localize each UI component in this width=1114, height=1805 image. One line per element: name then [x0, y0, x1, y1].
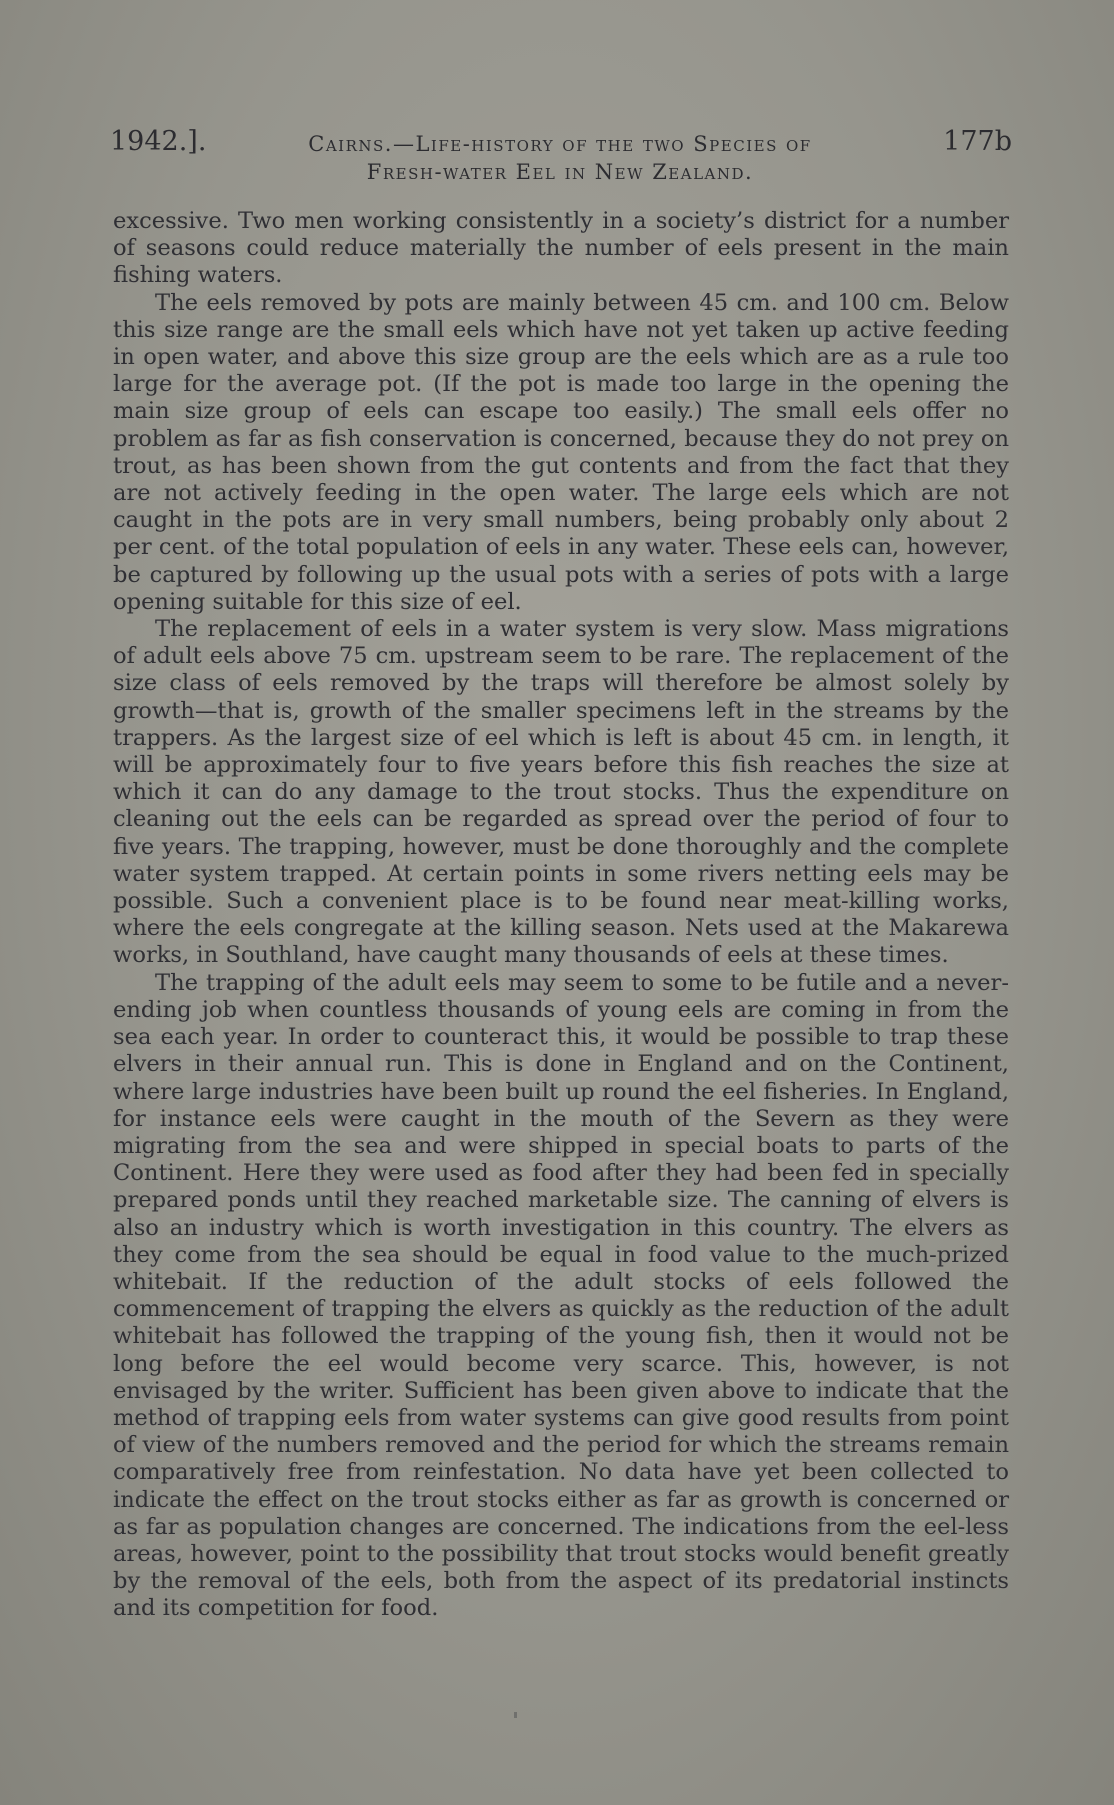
- paragraph-3: The replacement of eels in a water system is very slow. Mass migrations of adult eels above 75 cm. upstream seem to be rare. The replacement of the size class of eels removed by the traps will therefore be almost solely by growth—that is, growth of the smaller specimens left in the streams by the trappers. As the largest size of eel which is left is about 45 cm. in length, it will be approximately four to five years before this fish reaches the size at which it can do any damage to the trout stocks. Thus the expenditure on cleaning out the eels can be regarded as spread over the period of four to five years. The trapping, however, must be done thoroughly and the complete water system trapped. At certain points in some rivers netting eels may be possible. Such a convenient place is to be found near meat-killing works, where the eels congregate at the killing season. Nets used at the Makarewa works, in Southland, have caught many thousands of eels at these times.: [113, 616, 1009, 969]
- header-title-line-1: Cairns.—Life-history of the two Species of: [308, 132, 812, 156]
- article-body: [113, 208, 1009, 1623]
- print-speck: [514, 1712, 517, 1718]
- header-year: 1942.].: [110, 126, 207, 157]
- paragraph-4: The trapping of the adult eels may seem to some to be futile and a never-ending job when countless thousands of young eels are coming in from the sea each year. In order to counteract this, it would be possible to trap these elvers in their annual run. This is done in England and on the Continent, where large industries have been built up round the eel fisheries. In England, for instance eels were caught in the mouth of the Severn as they were migrating from the sea and were shipped in special boats to parts of the Continent. Here they were used as food after they had been fed in specially prepared ponds until they reached marketable size. The canning of elvers is also an industry which is worth investigation in this country. The elvers as they come from the sea should be equal in food value to the much-prized whitebait. If the reduction of the adult stocks of eels followed the commencement of trapping the elvers as quickly as the reduction of the adult whitebait has followed the trapping of the young fish, then it would not be long before the eel would become very scarce. This, however, is not envisaged by the writer. Sufficient has been given above to indicate that the method of trapping eels from water systems can give good results from point of view of the numbers removed and the period for which the streams remain comparatively free from reinfestation. No data have yet been collected to indicate the effect on the trout stocks either as far as growth is concerned or as far as population changes are concerned. The indications from the eel-less areas, however, point to the possibility that trout stocks would benefit greatly by the removal of the eels, both from the aspect of its predatorial instincts and its competition for food.: [113, 969, 1009, 1622]
- header-title: [260, 130, 860, 186]
- header-title-line-2: Fresh-water Eel in New Zealand.: [366, 160, 754, 184]
- paragraph-2: The eels removed by pots are mainly between 45 cm. and 100 cm. Below this size range are the small eels which have not yet taken up active feeding in open water, and above this size group are the eels which are as a rule too large for the average pot. (If the pot is made too large in the opening the main size group of eels can escape too easily.) The small eels offer no problem as far as fish conservation is concerned, because they do not prey on trout, as has been shown from the gut contents and from the fact that they are not actively feeding in the open water. The large eels which are not caught in the pots are in very small numbers, being probably only about 2 per cent. of the total population of eels in any water. These eels can, however, be captured by following up the usual pots with a series of pots with a large opening suitable for this size of eel.: [113, 289, 1009, 615]
- paragraph-1: excessive. Two men working consistently in a society’s district for a number of seasons could reduce materially the number of eels present in the main fishing waters.: [113, 208, 1009, 289]
- running-header: [110, 122, 1010, 192]
- page-number: 177b: [943, 126, 1012, 157]
